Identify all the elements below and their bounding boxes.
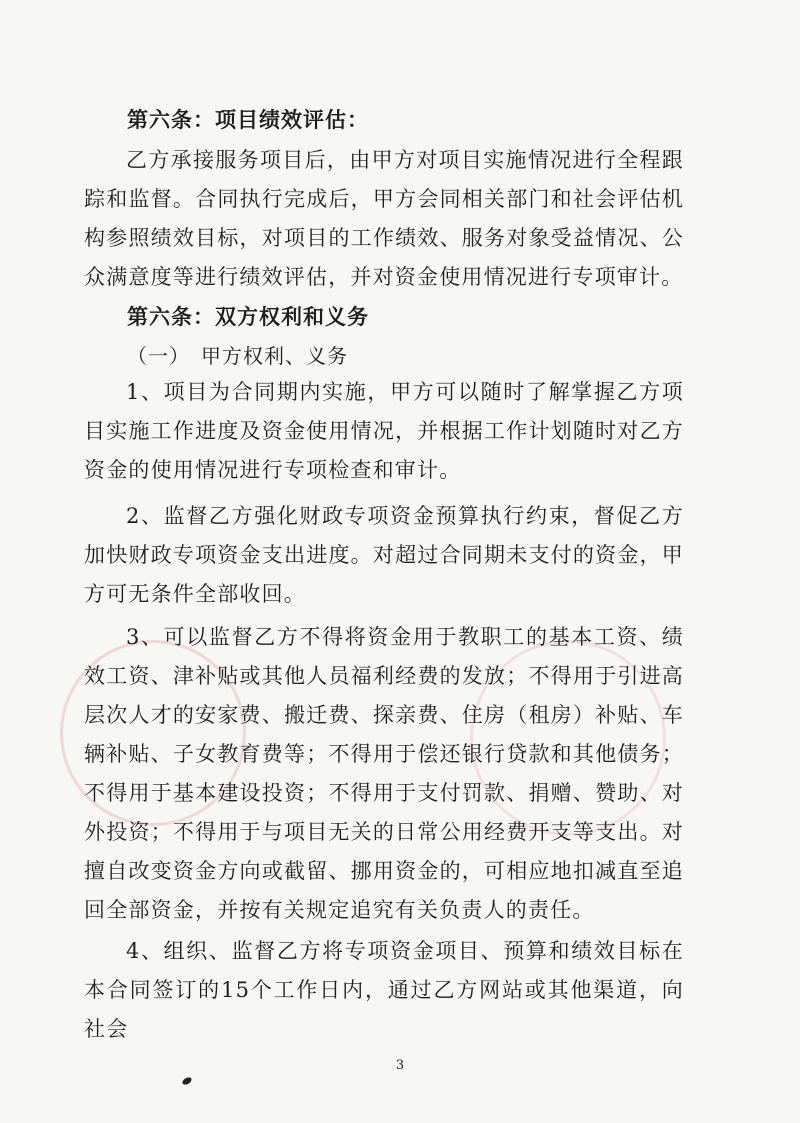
clause-item: 3、可以监督乙方不得将资金用于教职工的基本工资、绩效工资、津补贴或其他人员福利经费的发放；不得用于引进高层次人才的安家费、搬迁费、探亲费、住房（租房）补贴、车辆补贴、子女教育费等；不得用于偿还银行贷款和其他债务；不得用于基本建设投资；不得用于支付罚款、捐赠、赞助、对外投资；不得用于与项目无关的日常公用经费开支等支出。对擅自改变资金方向或截留、挪用资金的，可相应地扣减直至追回全部资金，并按有关规定追究有关负责人的责任。 [84, 625, 684, 922]
section-heading-rights: 第六条：双方权利和义务 [127, 304, 369, 329]
clause-item: 1、项目为合同期内实施，甲方可以随时了解掌握乙方项目实施工作进度及资金使用情况，并根据工作计划随时对乙方资金的使用情况进行专项检查和审计。 [84, 380, 684, 482]
section-heading-performance: 第六条：项目绩效评估： [127, 107, 369, 132]
clause-item: 4、组织、监督乙方将专项资金项目、预算和绩效目标在本合同签订的15个工作日内，通过乙方网站或其他渠道，向社会 [84, 939, 684, 1041]
performance-paragraph: 乙方承接服务项目后，由甲方对项目实施情况进行全程跟踪和监督。合同执行完成后，甲方会同相关部门和社会评估机构参照绩效目标，对项目的工作绩效、服务对象受益情况、公众满意度等进行绩效评估，并对资金使用情况进行专项审计。 [84, 148, 684, 289]
ink-speck [181, 1076, 193, 1086]
page-number: 3 [395, 1058, 405, 1073]
subheading-party-a: （一） 甲方权利、义务 [127, 344, 348, 368]
clause-item: 2、监督乙方强化财政专项资金预算执行约束，督促乙方加快财政专项资金支出进度。对超过合同期未支付的资金，甲方可无条件全部收回。 [84, 504, 684, 606]
